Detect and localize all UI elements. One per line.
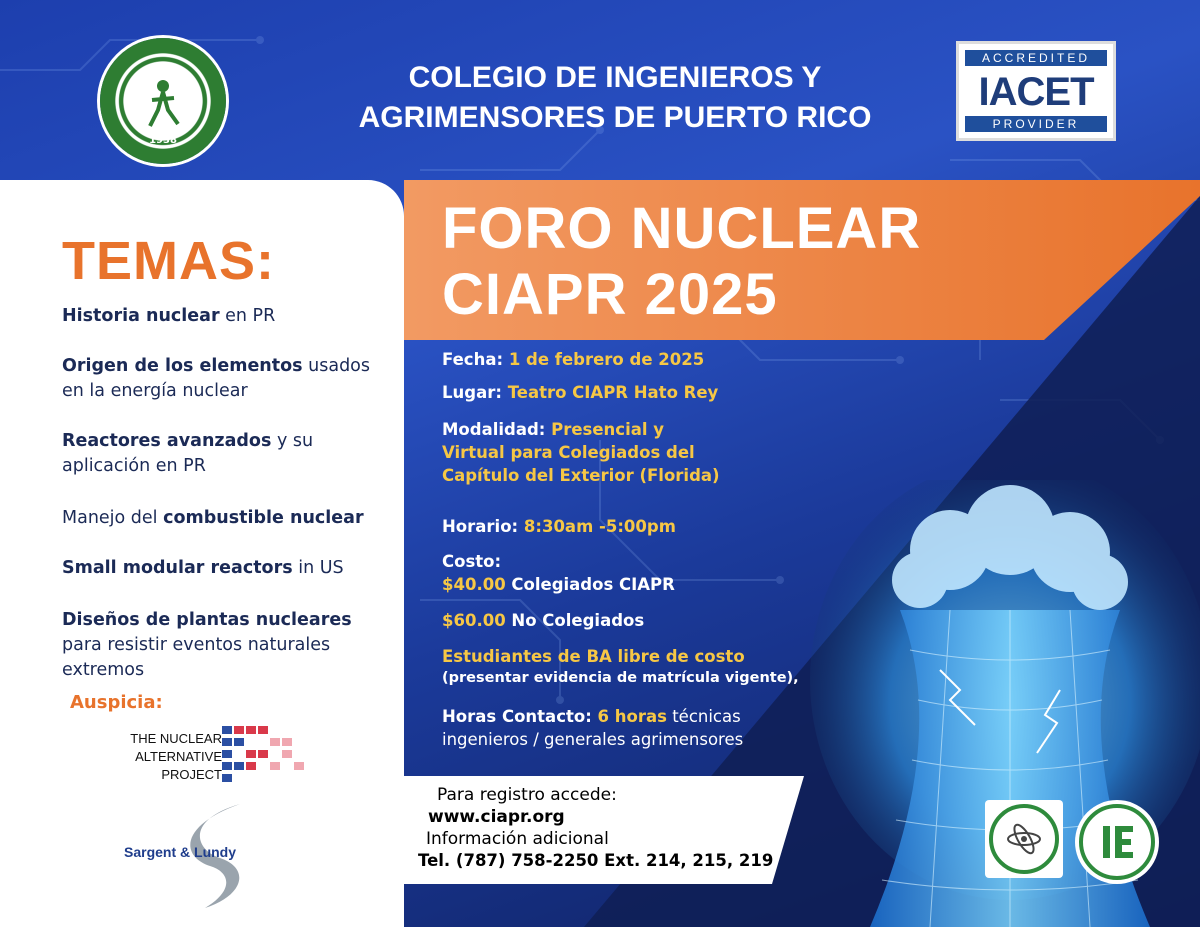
students-note: (presentar evidencia de matrícula vigente),: [442, 670, 799, 686]
date-value: 1 de febrero de 2025: [508, 350, 705, 369]
seal-year: 1938: [149, 135, 177, 146]
topic-item: Origen de los elementos usados en la energía nuclear: [62, 356, 371, 401]
venue-value: Teatro CIAPR Hato Rey: [507, 383, 719, 402]
org-title-line1: COLEGIO DE INGENIEROS Y: [408, 61, 822, 94]
iacet-bottom-label: PROVIDER: [965, 116, 1107, 132]
schedule-value: 8:30am -5:00pm: [523, 517, 676, 536]
tnap-logo-text: [112, 730, 222, 784]
topic-item: Reactores avanzados y su aplicación en PR: [62, 431, 314, 476]
tnap-line1: THE NUCLEAR: [130, 731, 222, 746]
ie-monogram-icon: [1101, 824, 1135, 860]
engineer-figure-icon: [138, 74, 188, 128]
ciapr-seal-logo: [100, 38, 226, 164]
event-title-line2: CIAPR 2025: [442, 262, 778, 327]
phone-number: Tel. (787) 758-2250 Ext. 214, 215, 219: [418, 851, 774, 870]
schedule-line: Horario: 8:30am -5:00pm: [442, 517, 676, 536]
registration-prompt: Para registro accede:: [437, 785, 617, 805]
iacet-accredited-badge: [956, 41, 1116, 141]
cost-label: Costo:: [442, 552, 502, 571]
org-title-line2: AGRIMENSORES DE PUERTO RICO: [358, 101, 872, 134]
topic-item: Small modular reactors in US: [62, 558, 344, 578]
org-title: [290, 58, 940, 138]
price-nonmembers: $60.00 No Colegiados: [442, 611, 645, 630]
tnap-line2: ALTERNATIVE: [135, 749, 222, 764]
topic-item: Historia nuclear en PR: [62, 306, 276, 326]
atom-icon: [1005, 822, 1043, 856]
tnap-logo-grid-icon: [220, 724, 310, 786]
iacet-top-label: ACCREDITED: [965, 50, 1107, 66]
website-link[interactable]: www.ciapr.org: [428, 807, 565, 827]
topics-heading: TEMAS:: [62, 231, 275, 291]
date-line: Fecha: 1 de febrero de 2025: [442, 350, 705, 369]
instituto-electricistas-logo: [1075, 800, 1159, 884]
modality-line: Modalidad: Presencial y Virtual para Colegiados del Capítulo del Exterior (Florida): [442, 420, 720, 485]
contact-hours-line: Horas Contacto: 6 horas técnicas ingenieros / generales agrimensores: [442, 707, 744, 749]
sponsors-label: Auspicia:: [70, 692, 163, 713]
topic-item: Diseños de plantas nucleares para resistir eventos naturales extremos: [62, 610, 352, 680]
iacet-wordmark: IACET: [978, 70, 1094, 114]
price-members: $40.00 Colegiados CIAPR: [442, 575, 675, 594]
venue-line: Lugar: Teatro CIAPR Hato Rey: [442, 383, 719, 402]
more-info-label: Información adicional: [426, 829, 609, 849]
sargent-lundy-name: Sargent & Lundy: [124, 844, 237, 860]
tnap-line3: PROJECT: [161, 767, 222, 782]
event-title-line1: FORO NUCLEAR: [442, 196, 922, 261]
students-line: Estudiantes de BA libre de costo: [442, 647, 745, 666]
instituto-quimicos-logo: [985, 800, 1063, 878]
topic-item: Manejo del combustible nuclear: [62, 508, 364, 528]
